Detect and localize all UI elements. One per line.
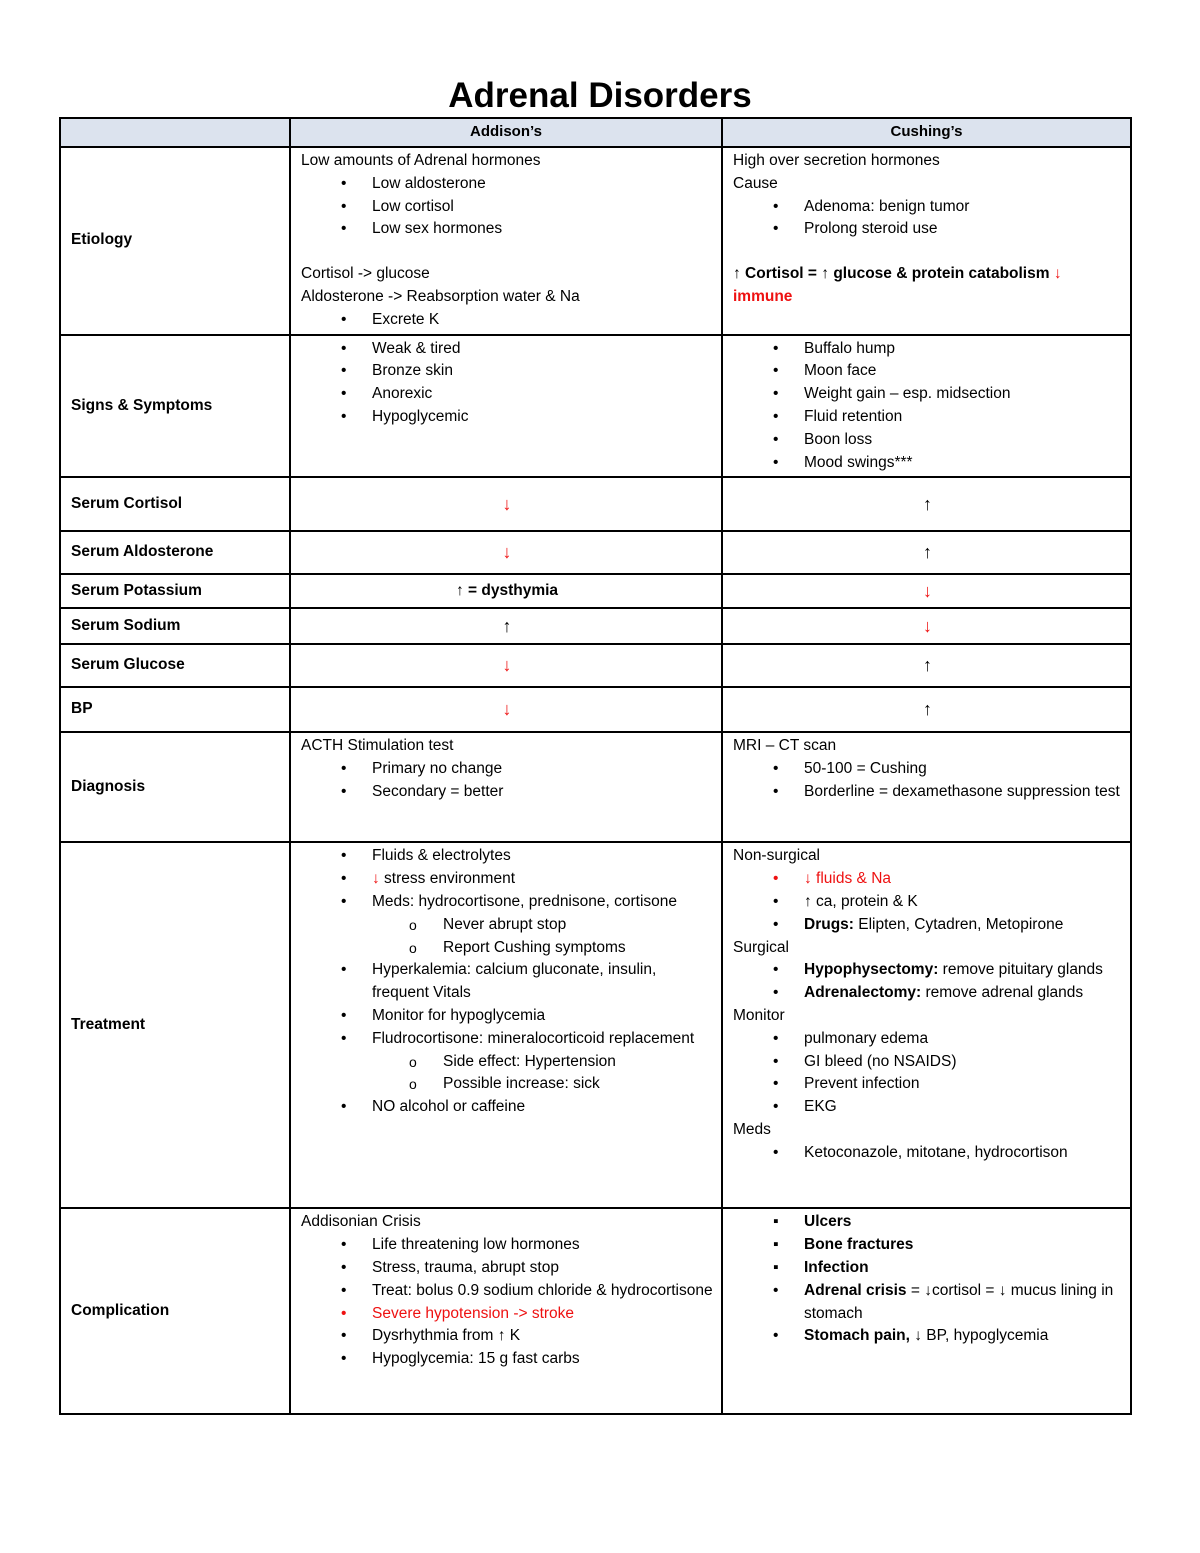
row-label: Serum Cortisol xyxy=(60,477,290,531)
list-item: • Moon face xyxy=(733,360,1122,383)
row-label: Serum Aldosterone xyxy=(60,531,290,574)
row-complication xyxy=(60,1208,1131,1414)
sub-list-item: o Report Cushing symptoms xyxy=(301,937,713,960)
cell-cushings-diagnosis: MRI – CT scan • 50-100 = Cushing • Borderline = dexamethasone suppression test xyxy=(722,732,1131,842)
list-item: • Drugs: Elipten, Cytadren, Metopirone xyxy=(733,914,1122,937)
row-diagnosis xyxy=(60,732,1131,842)
row-etiology xyxy=(60,147,1131,335)
list xyxy=(733,1280,1122,1348)
list-item: • Ketoconazole, mitotane, hydrocortison xyxy=(733,1142,1122,1165)
list-item: • Hyperkalemia: calcium gluconate, insulin, frequent Vitals xyxy=(301,959,713,1005)
row-label: Diagnosis xyxy=(60,732,290,842)
down-arrow-icon: ↓ xyxy=(290,477,722,531)
page-title: Adrenal Disorders xyxy=(448,76,752,115)
row-bp xyxy=(60,687,1131,732)
header-row xyxy=(60,118,1131,147)
list-item: • ↑ ca, protein & K xyxy=(733,891,1122,914)
row-serum-cortisol xyxy=(60,477,1131,531)
list-item: • Adrenalectomy: remove adrenal glands xyxy=(733,982,1122,1005)
down-arrow-icon: ↓ xyxy=(722,608,1131,644)
up-arrow-icon: ↑ xyxy=(290,608,722,644)
list-item: • Buffalo hump xyxy=(733,338,1122,361)
row-serum-aldosterone xyxy=(60,531,1131,574)
row-treatment xyxy=(60,842,1131,1208)
up-arrow-icon: ↑ xyxy=(722,531,1131,574)
header-addisons: Addison’s xyxy=(290,118,722,147)
list-item: • Hypoglycemia: 15 g fast carbs xyxy=(301,1348,713,1371)
cell-cushings-signs xyxy=(722,335,1131,478)
list-item: • Treat: bolus 0.9 sodium chloride & hydrocortisone xyxy=(301,1280,713,1303)
list-item: • Weak & tired xyxy=(301,338,713,361)
list-item: • 50-100 = Cushing xyxy=(733,758,1122,781)
row-label: Complication xyxy=(60,1208,290,1414)
up-arrow-icon: ↑ xyxy=(722,687,1131,732)
list xyxy=(301,758,713,804)
list xyxy=(733,338,1122,475)
row-label: Serum Sodium xyxy=(60,608,290,644)
list xyxy=(733,1142,1122,1165)
row-serum-potassium xyxy=(60,574,1131,608)
list-item: • Low aldosterone xyxy=(301,173,713,196)
list xyxy=(733,758,1122,804)
cell-cushings-treatment: Non-surgical • ↓ fluids & Na • ↑ ca, protein & K • Drugs: Elipten, Cytadren, Metopirone Surgical • Hypophysectomy: remove pituitary glands • Adrenalectomy: remove adrenal glands Monitor • pulmonary edema • GI bleed (no NSAIDS) • Prevent infection • EKG Meds • Ketoconazole, mitotane, hydrocortison xyxy=(722,842,1131,1208)
list-item: • Secondary = better xyxy=(301,781,713,804)
comparison-table xyxy=(59,117,1132,1415)
list-item: • Adenoma: benign tumor xyxy=(733,196,1122,219)
list xyxy=(301,338,713,429)
list-item: • ↓ stress environment xyxy=(301,868,713,891)
list-item: • Stomach pain, ↓ BP, hypoglycemia xyxy=(733,1325,1122,1348)
list-item: • Mood swings*** xyxy=(733,452,1122,475)
list-item: • Boon loss xyxy=(733,429,1122,452)
list-item: • GI bleed (no NSAIDS) xyxy=(733,1051,1122,1074)
sub-list xyxy=(301,914,713,960)
list-item: • Adrenal crisis = ↓cortisol = ↓ mucus lining in stomach xyxy=(733,1280,1122,1326)
list xyxy=(733,1028,1122,1119)
cell-addisons-diagnosis: ACTH Stimulation test • Primary no change • Secondary = better xyxy=(290,732,722,842)
list-item: • Low sex hormones xyxy=(301,218,713,241)
list-item: • Bronze skin xyxy=(301,360,713,383)
sub-list-item: o Never abrupt stop xyxy=(301,914,713,937)
down-arrow-icon: ↓ xyxy=(290,531,722,574)
down-arrow-icon: ↓ xyxy=(290,644,722,687)
list xyxy=(301,845,713,913)
list xyxy=(301,959,713,1050)
cell-addisons-signs xyxy=(290,335,722,478)
list-item: • pulmonary edema xyxy=(733,1028,1122,1051)
row-label: BP xyxy=(60,687,290,732)
row-label: Serum Glucose xyxy=(60,644,290,687)
row-label: Serum Potassium xyxy=(60,574,290,608)
list-item: • Primary no change xyxy=(301,758,713,781)
down-arrow-icon: ↓ xyxy=(372,870,380,888)
list-item: • Severe hypotension -> stroke xyxy=(301,1303,713,1326)
list-item: • Prevent infection xyxy=(733,1073,1122,1096)
list-item: • Fludrocortisone: mineralocorticoid replacement xyxy=(301,1028,713,1051)
list-item: • Monitor for hypoglycemia xyxy=(301,1005,713,1028)
list-item: • Borderline = dexamethasone suppression test xyxy=(733,781,1122,804)
list-item: • Weight gain – esp. midsection xyxy=(733,383,1122,406)
list-item: • ↓ fluids & Na xyxy=(733,868,1122,891)
list-item: • Stress, trauma, abrupt stop xyxy=(301,1257,713,1280)
list-item: • Life threatening low hormones xyxy=(301,1234,713,1257)
row-serum-sodium xyxy=(60,608,1131,644)
sub-list-item: o Possible increase: sick xyxy=(301,1073,713,1096)
down-arrow-icon: ↓ xyxy=(722,574,1131,608)
up-arrow-icon: ↑ xyxy=(722,644,1131,687)
up-arrow-icon: ↑ xyxy=(722,477,1131,531)
list-item: ▪ Bone fractures xyxy=(733,1234,1122,1257)
row-label: Signs & Symptoms xyxy=(60,335,290,478)
list-item: • Hypophysectomy: remove pituitary glands xyxy=(733,959,1122,982)
header-cushings: Cushing’s xyxy=(722,118,1131,147)
list-item: • Anorexic xyxy=(301,383,713,406)
sub-list-item: o Side effect: Hypertension xyxy=(301,1051,713,1074)
list xyxy=(301,1234,713,1371)
row-serum-glucose xyxy=(60,644,1131,687)
header-blank xyxy=(60,118,290,147)
list-item: • Prolong steroid use xyxy=(733,218,1122,241)
list xyxy=(301,1096,713,1119)
list xyxy=(301,309,713,332)
row-label: Treatment xyxy=(60,842,290,1208)
cell-addisons-complication: Addisonian Crisis • Life threatening low hormones • Stress, trauma, abrupt stop • Treat: bolus 0.9 sodium chloride & hydrocortisone • Severe hypotension -> stroke • Dysrhythmia from ↑ K • Hypoglycemia: 15 g fast carbs xyxy=(290,1208,722,1414)
list-item: • Low cortisol xyxy=(301,196,713,219)
cell-cushings-etiology: High over secretion hormones Cause • Adenoma: benign tumor • Prolong steroid use ↑ Cortisol = ↑ glucose & protein catabolism ↓ immune xyxy=(722,147,1131,335)
sub-list xyxy=(301,1051,713,1097)
list-item: • EKG xyxy=(733,1096,1122,1119)
cell-cushings-complication xyxy=(722,1208,1131,1414)
list xyxy=(301,173,713,241)
cell-addisons-treatment xyxy=(290,842,722,1208)
down-arrow-icon: ↓ xyxy=(290,687,722,732)
list-item: • Meds: hydrocortisone, prednisone, cortisone xyxy=(301,891,713,914)
list-item: • Fluids & electrolytes xyxy=(301,845,713,868)
row-signs-symptoms xyxy=(60,335,1131,478)
potassium-value: ↑ = dysthymia xyxy=(290,574,722,608)
list xyxy=(733,1211,1122,1279)
list-item: • NO alcohol or caffeine xyxy=(301,1096,713,1119)
list-item: • Hypoglycemic xyxy=(301,406,713,429)
cell-addisons-etiology: Low amounts of Adrenal hormones • Low aldosterone • Low cortisol • Low sex hormones Cortisol -> glucose Aldosterone -> Reabsorption water & Na • Excrete K xyxy=(290,147,722,335)
list-item: ▪ Infection xyxy=(733,1257,1122,1280)
list-item: • Fluid retention xyxy=(733,406,1122,429)
list-item: ▪ Ulcers xyxy=(733,1211,1122,1234)
list xyxy=(733,959,1122,1005)
list-item: • Excrete K xyxy=(301,309,713,332)
list-item: • Dysrhythmia from ↑ K xyxy=(301,1325,713,1348)
row-label: Etiology xyxy=(60,147,290,335)
list xyxy=(733,196,1122,242)
list xyxy=(733,868,1122,936)
